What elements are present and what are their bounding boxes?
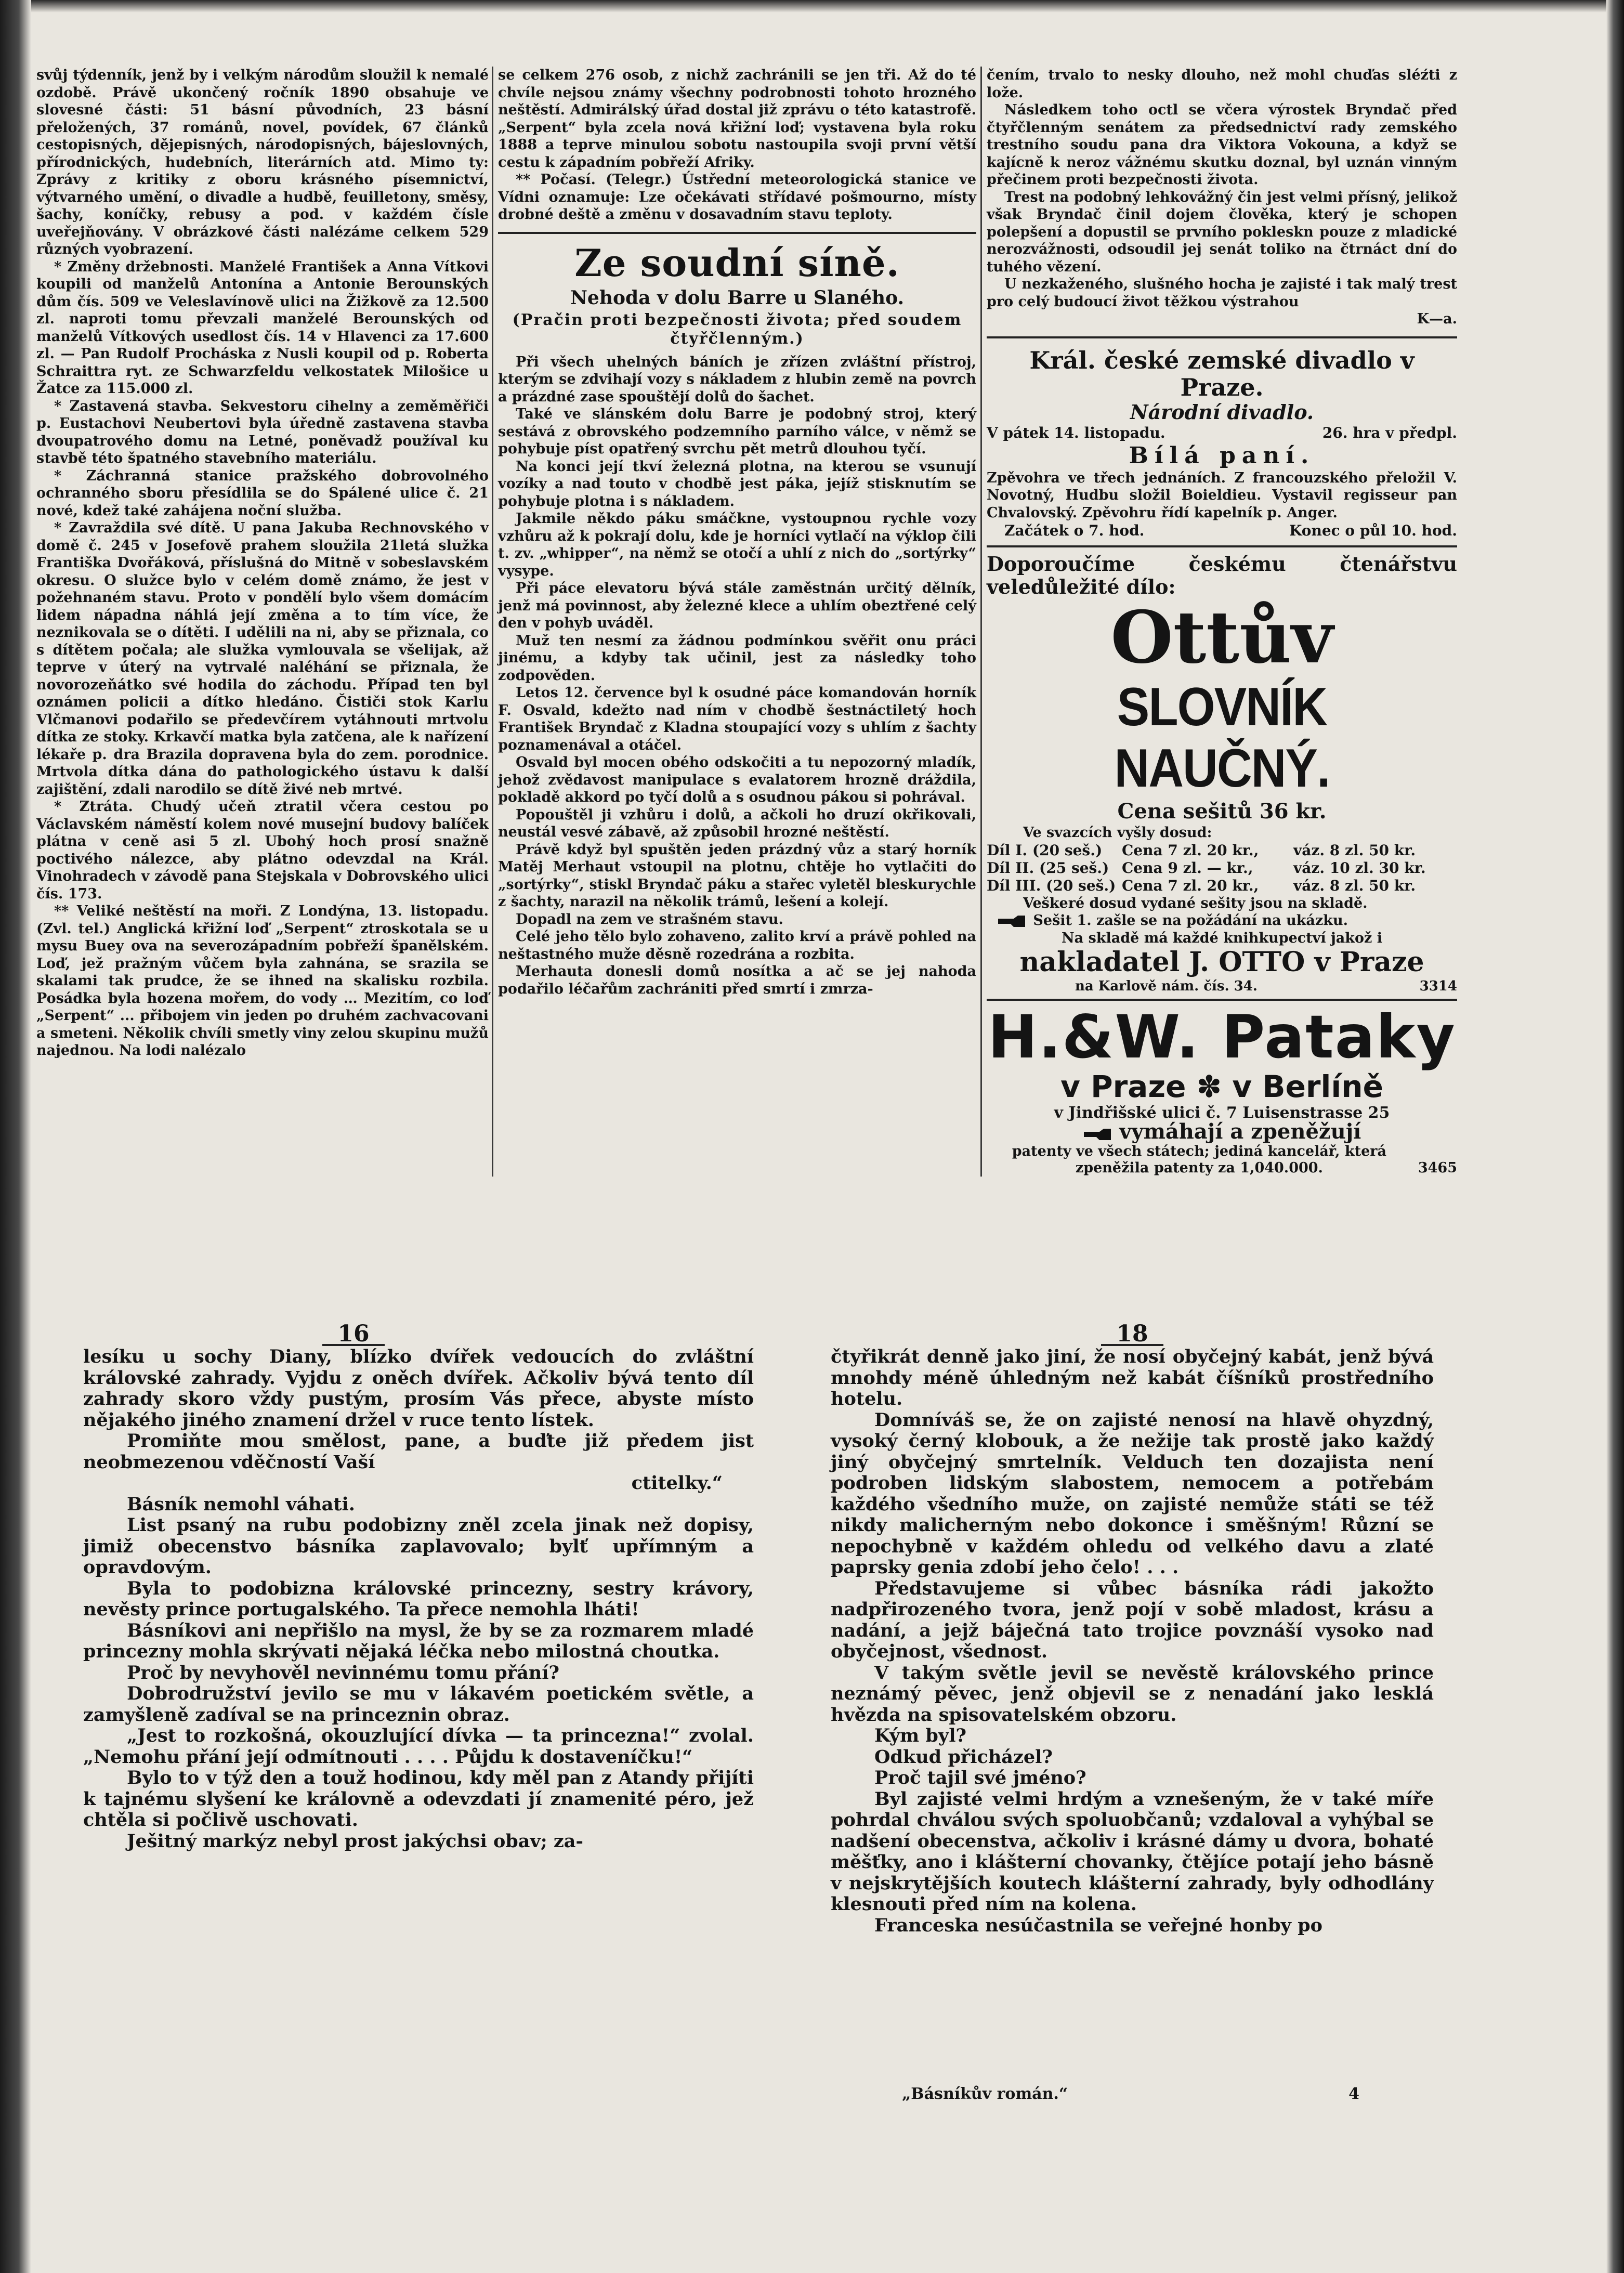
volume: Díl III. (20 seš.) [987,877,1116,894]
story-page-right [831,1347,1434,1936]
court-paragraph: Muž ten nesmí za žádnou podmínkou svěřit onu práci jinému, a kdyby tak učinil, jest za následky toho zodpověden. [498,632,976,684]
news-paragraph: ** Veliké neštěstí na moři. Z Londýna, 13. listopadu. (Zvl. tel.) Anglická křižní loď „Serpent“ ztroskotala se u mysu Buey ova na severozápadním pobřeží španělském. Loď, jež pražným vůčem byla zahnána, se srazila se skalami tak prudce, že se ihned na skalisku rozbila. Posádka byla hozena mořem, do vody … Mezitím, co loď „Serpent“ ... přibojem vin jeden po druhém zachvacovani a smeteni. Několik chvíli smetly viny zelou skupinu mužů najednou. Na lodi nalézalo [36,903,489,1059]
news-paragraph: * Zavraždila své dítě. U pana Jakuba Rechnovského v domě č. 245 v Josefově prahem sloužila 21letá služka Františka Dvořáková, příslušná do Mitně v sobeslavském okresu. O služce bylo v celém domě známo, že jest v požehnaném stavu. Proto v pondělí bylo všem domácím lidem nápadna náhlá její změna a to tím více, že neznikovala se o dítěti. I udělili na ni, aby se přiznala, co s dítětem počala; ale služka vymlouvala se všelijak, až teprve v úterý na vytrvalé naléhání se přiznala, že novorozeňátko své hodila do záchodu. Případ ten byl oznámen policii a dítko hledáno. Čističi stok Karlu Vlčmanovi podařilo se předevčírem vytáhnouti mrtvolu dítka ze stoky. Krkavčí matka byla zatčena, ale k nařízení lékaře p. dra Brazila dopravena byla do zem. porodnice. Mrtvola dítka dána do pathologického ústavu k další zajištění, zdali narodilo se dítě živé neb mrtvé. [36,520,489,798]
theater-subtitle: Národní divadlo. [1130,400,1314,424]
story-paragraph: Básník nemohl váhati. [127,1493,355,1515]
pataky-footer-row [987,1143,1457,1177]
volume-bound-price: váz. 10 zl. 30 kr. [1293,859,1426,877]
slovnik-title: SLOVNÍK NAUČNÝ. [1114,677,1330,799]
story-paragraph: lesíku u sochy Diany, blízko dvířek vedoucích do zvláštní královské zahrady. Vyjdu z oněch dvířek. Ačkoliv bývá tento díl zahrady skoro vždy pustým, prosím Vás přece, abyste místo nějakého jiného znamení držel v ruce tento lístek. [83,1346,754,1431]
pataky-title: H.&W. Pataky [988,1002,1456,1072]
news-paragraph: svůj týdenník, jenž by i velkým národům sloužil k nemalé ozdobě. Právě ukončený ročník 1890 obsahuje ve slovesné části: 51 básní původních, 23 básní přeložených, 37 románů, novel, povídek, 67 článků cestopisných, dějepisných, národopisných, bájeslovných, přírodnických, hudebních, literárních atd. Mimo ty: Zprávy z kritiky z oboru krásného písemnictví, výtvarného umění, o divadle a hudbě, feuilletony, směsy, šachy, koníčky, rebusy a pod. v každém čísle uveřejňovány. V obrázkové části nalézáme celkem 529 různých vyobrazení. [36,67,489,257]
play-title: Bílá paní. [1129,442,1315,469]
column-news-3 [987,67,1457,1177]
story-paragraph: „Jest to rozkošná, okouzlující dívka — ta princezna!“ zvolal. „Nemohu přání její odmítnouti . . . . Půjdu k dostaveníčku!“ [83,1725,754,1768]
court-paragraph: Následkem toho octl se včera výrostek Bryndač před čtyřčlenným senátem za předsednictví rady zemského trestního soudu pana dra Viktora Vokouna, a když se kajícně k neroz vážnému skutku doznal, byl uznán vinným přečinem proti bezpečnosti života. [987,102,1457,188]
ottuv-sample-row [987,912,1457,930]
volume-price: Cena 7 zl. 20 kr., [1122,841,1259,859]
publisher-address-row [987,978,1457,995]
ottuv-price-table [987,842,1457,895]
court-paragraph: Na konci její tkví železná plotna, na kterou se vsunují vozíky a nad touto v chodbě jest páka, jejíž stisknutím se pohybuje plotna i s nákladem. [498,458,976,510]
page-edge-top [0,0,1624,12]
theater-performance: 26. hra v předpl. [1322,424,1457,441]
court-paragraph: Při páce elevatoru bývá stále zaměstnán určitý dělník, jenž má povinnost, aby železné klece a uhlím obeztřené celý den v pohyb uváděl. [498,580,976,631]
page-number-right [1101,1321,1163,1346]
court-section-heading: Ze soudní síně. [574,240,900,285]
news-paragraph: se celkem 276 osob, z nichž zachránili se jen tři. Až do té chvíle nejsou známy všechny podrobnosti tohoto hrozného neštěstí. Admirálský úřad dostal již zprávu o této katastrofě. „Serpent“ byla zcela nová křižní loď; vystavena byla roku 1888 a teprve minulou sobotu nastoupila svoji první větší cestu k západním pobřeží Afriky. [498,67,976,171]
ad-reference-number: 3314 [1419,978,1457,994]
page-edge-right [1606,0,1624,2273]
story-paragraph: Byla to podobizna královské princezny, sestry krávory, nevěsty prince portugalského. Ta přece nemohla lháti! [83,1577,754,1620]
ottuv-stock: Na skladě má každé knihkupectví jakož i [1062,930,1382,946]
weather-paragraph: ** Počasí. (Telegr.) Ústřední meteorologická stanice ve Vídni oznamuje: Lze očekávati střídavé pošmourno, místy drobné deště a změnu v dosavadním stavu teploty. [498,172,976,223]
court-paragraph: Merhauta donesli domů nosítka a ač se jej nahoda podařilo léčařům zachrániti před smrtí i zmrza- [498,963,976,997]
volume: Díl II. (25 seš.) [987,859,1109,877]
court-paragraph: Osvald byl mocen obého odskočiti a tu nepozorný mladík, jehož zvědavost manipulace s evalatorem hrozně dráždila, pokladě akkord po tyčí dolů a s osudnou pákou si pohrával. [498,754,976,805]
story-footer [902,2085,1359,2103]
page-number-text: 16 [337,1321,370,1347]
court-paragraph: Jakmile někdo páku smáčkne, vystoupnou rychle vozy vzhůru až k pokrají dolu, kde je horníci vytlačí na výklop čili t. zv. „whipper“, na němž se otočí a uhlí z nich do „sortýrky“ vysype. [498,511,976,579]
court-paragraph: Právě když byl spuštěn jeden prázdný vůz a starý horník Matěj Merhaut vstoupil na plotnu, chtěje ho vytlačiti do „sortýrky“, stiskl Bryndač páku a stařec vyletěl bleskurychle z šachty, narazil na několik trámů, lešení a kolejí. [498,841,976,910]
story-paragraph: List psaný na rubu podobizny zněl zcela jinak než dopisy, jimiž obecenstvo básníka zaplavovalo; bylť upřímným a opravdovým. [83,1514,754,1578]
pataky-services-row [987,1119,1457,1144]
story-signature: ctitelky.“ [631,1472,723,1494]
pataky-addresses: v Jindřišské ulici č. 7 Luisenstrasse 25 [1054,1104,1390,1122]
story-paragraph: V takým světle jevil se nevěstě královského prince neznámý pěvec, jenž objevil se z nenadání jako lesklá hvězda na spisovatelském obzoru. [831,1662,1434,1726]
pointing-hand-icon [1083,1127,1114,1142]
story-paragraph: Dobrodružství jevilo se mu v lákavém poetickém světle, a zamyšleně zadíval se na princeznin obraz. [83,1683,754,1726]
column-news-2 [498,67,976,998]
play-description: Zpěvohra ve třech jednáních. Z francouzského přeložil V. Novotný, Hudbu složil Boieldieu. Vystavil regisseur pan Chvalovský. Zpěvohru řídí kapelník p. Anger. [987,469,1457,521]
story-paragraph: Promiňte mou smělost, pane, a buďte již předem jist neobmezenou vděčností Vaší [83,1430,754,1473]
theater-start: Začátek o 7. hod. [1004,522,1145,539]
pataky-patents: patenty ve všech státech; jediná kancelář, která zpeněžila patenty za 1,040.000. [1012,1143,1387,1176]
volume-bound-price: váz. 8 zl. 50 kr. [1293,841,1416,859]
page-edge-left [0,0,31,2273]
volume-bound-price: váz. 8 zl. 50 kr. [1293,877,1416,894]
volume-price: Cena 9 zl. — kr., [1122,859,1253,877]
court-paragraph: Trest na podobný lehkovážný čin jest velmi přísný, jelikož však Bryndač činil dojem člověka, který je schopen polepšení a dopustil se prvního pokleskn pouze z mladické nerozvážnosti, odsoudil jej senát toliko na čtrnáct dní do tuhého vězení. [987,189,1457,275]
price-row [987,877,1457,895]
court-paragraph: Celé jeho tělo bylo zohaveno, zalito krví a právě pohled na neštastného muže děsně rozedrána a rozbita. [498,929,976,962]
theater-date: V pátek 14. listopadu. [987,424,1165,441]
publisher-name: nakladatel J. OTTO v Praze [1019,946,1424,978]
story-paragraph: Kým byl? [874,1725,967,1746]
section-rule [498,232,976,234]
ottuv-note: Veškeré dosud vydané sešity jsou na skladě. [1023,895,1368,911]
section-rule [987,999,1457,1001]
ottuv-title: Ottův [1110,595,1333,680]
story-paragraph: čtyřikrát denně jako jiní, že nosí obyčejný kabát, jenž bývá mnohdy méně úhledným než kabát číšníků prostředního hotelu. [831,1346,1434,1409]
ottuv-bound-heading: Ve svazcích vyšly dosud: [1023,825,1212,841]
story-paragraph: Ješitný markýz nebyl prost jakýchsi obav; za- [127,1830,583,1852]
story-paragraph: Proč tajil své jméno? [874,1767,1086,1788]
story-paragraph: Proč by nevyhověl nevinnému tomu přání? [127,1662,560,1683]
theater-end: Konec o půl 10. hod. [1289,522,1457,539]
pataky-services: vymáhají a zpeněžují [1119,1119,1361,1144]
court-paragraph: Také ve slánském dolu Barre je podobný stroj, který sestává z obrovského podzemního parního válce, v němž se pohybuje píst opatřený svrchu pět metrů dlouhou tyčí. [498,406,976,457]
court-paragraph: Popouštěl ji vzhůru i dolů, a ačkoli ho druzí okřikovali, neustál vesvé zábavě, až způsobil hrozné neštěstí. [498,806,976,840]
court-paragraph: čením, trvalo to nesky dlouho, než mohl chuďas sléźti z lože. [987,67,1457,101]
author-signature: K—a. [1417,311,1457,327]
story-footer-title: „Básníkův román.“ [902,2085,1068,2103]
page-number-text: 18 [1116,1321,1148,1347]
volume-price: Cena 7 zl. 20 kr., [1122,877,1259,894]
court-article-title: Nehoda v dolu Barre u Slaného. [570,286,905,309]
section-rule [987,336,1457,338]
pataky-cities: v Praze ✽ v Berlíně [1060,1069,1383,1104]
court-paragraph: Při všech uhelných báních je zřízen zvláštní přístroj, kterým se zdvihají vozy s nákladem z hlubin země na povrch a prázdné zase spouštějí dolů do šachet. [498,354,976,405]
price-row [987,842,1457,859]
theater-date-row [987,424,1457,442]
story-paragraph: Odkud přicházel? [874,1746,1053,1768]
news-paragraph: * Změny držebnosti. Manželé František a Anna Vítkovi koupili od manželů Antonína a Antonie Berounských dům čís. 509 ve Veleslavínově ulici na Žižkově za 12.500 zl. naproti tomu převzali manželé Berounských od manželů Vítkových usedlost čís. 14 v Hlavenci za 17.600 zl. — Pan Rudolf Procháska z Nusli koupil od p. Roberta Schraittra ryt. ze Schwarzfeldu velkostatek Milošice u Žatce za 115.000 zl. [36,258,489,397]
news-paragraph: * Záchranná stanice pražského dobrovolného ochranného sboru přesídlila se do Spálené ulice č. 21 nové, kdež také zahájena noční služba. [36,467,489,519]
story-footer-number: 4 [1348,2085,1359,2103]
story-paragraph: Básníkovi ani nepřišlo na mysl, že by se za rozmarem mladé princezny mohla skrývati nějaká léčka nebo milostná choutka. [83,1619,754,1662]
publisher-address: na Karlově nám. čís. 34. [1075,978,1258,994]
page-number-left [322,1321,385,1346]
court-paragraph: Letos 12. července byl k osudné páce komandován horník F. Osvald, kdežto nad ním v chodbě šestnáctiletý hoch František Bryndač z Kladna stoupající vozy s uhlím z šachty poznamenával a otáčel. [498,685,976,753]
price-row [987,859,1457,877]
story-page-left [83,1347,754,1852]
ottuv-sample: Sešit 1. zašle se na požádání na ukázku. [1033,912,1348,929]
court-article-note: (Pračin proti bezpečnosti života; před soudem čtyřčlenným.) [512,310,962,348]
theater-title: Král. české zemské divadlo v Praze. [1029,346,1415,401]
pointing-hand-icon [997,913,1028,929]
story-paragraph: Představujeme si vůbec básníka rádi jakožto nadpřirozeného tvora, jenž pojí v sobě mladost, krásu a nadání, a jejž báječná tato trojice povznáší vysoko nad obyčejnost, všednost. [831,1577,1434,1662]
court-paragraph: Dopadl na zem ve strašném stavu. [516,911,783,928]
story-paragraph: Franceska nesúčastnila se veřejné honby po [874,1914,1322,1936]
theater-times-row [987,521,1457,540]
volume: Díl I. (20 seš.) [987,841,1103,859]
story-paragraph: Bylo to v týž den a touž hodinou, kdy měl pan z Atandy přijíti k tajnému slyšení ke královně a odevzdati jí znamenité péro, jež chtěla si počlivě uschovati. [83,1767,754,1831]
section-rule [987,545,1457,547]
news-paragraph: * Ztráta. Chudý učeň ztratil včera cestou po Václavském náměstí kolem nové musejní budovy balíček plátna v ceně asi 5 zl. Ubohý hoch prosí snažně poctivého nálezce, aby plátno odevzdal na Král. Vinohradech v závodě pana Stejskala v Dobrovského ulici čís. 173. [36,799,489,902]
news-paragraph: * Zastavená stavba. Sekvestoru cihelny a zeměměřiči p. Eustachovi Neubertovi byla úředně zastavena stavba dvoupatrového domu na Letné, poněvadž používal ku stavbě této špatného stavebního materiálu. [36,398,489,466]
ottuv-ad-intro: Doporoučíme českému čtenářstvu veledůležité dílo: [987,552,1457,598]
column-divider [492,67,493,1177]
story-paragraph: Byl zajisté velmi hrdým a vznešeným, že v také míře pohrdal chválou svých spoluobčanů; vzdaloval a vyhýbal se nadšení obecenstva, ačkoliv i krásné dámy u dvora, bohaté měšťky, ano i klášterní chovanky, čtějíce potají jeho básně v nejskrytějších koutech klášterní zahrady, byly odhodlány klesnouti před ním na kolena. [831,1788,1434,1915]
story-paragraph: Domníváš se, že on zajisté nenosí na hlavě ohyzdný, vysoký černý klobouk, a že nežije tak prostě jako každý jiný obyčejný smrtelník. Velduch ten dozajista není podroben lidským slabostem, nemocem a potřebám každého všedního muže, on zajisté nemůže státi se též nikdy malicherným nebo dokonce i směšným! Různí se nepochybně v každém ohledu od velkého davu a zlaté paprsky genia zdobí jeho čelo! . . . [831,1409,1434,1578]
column-divider [980,67,982,1177]
court-paragraph: U nezkaženého, slušného hocha je zajisté i tak malý trest pro celý budoucí život těžkou výstrahou [987,276,1457,310]
column-news-1 [36,67,489,1060]
ottuv-price: Cena sešitů 36 kr. [1117,799,1327,824]
ad-reference-number: 3465 [1418,1160,1457,1176]
